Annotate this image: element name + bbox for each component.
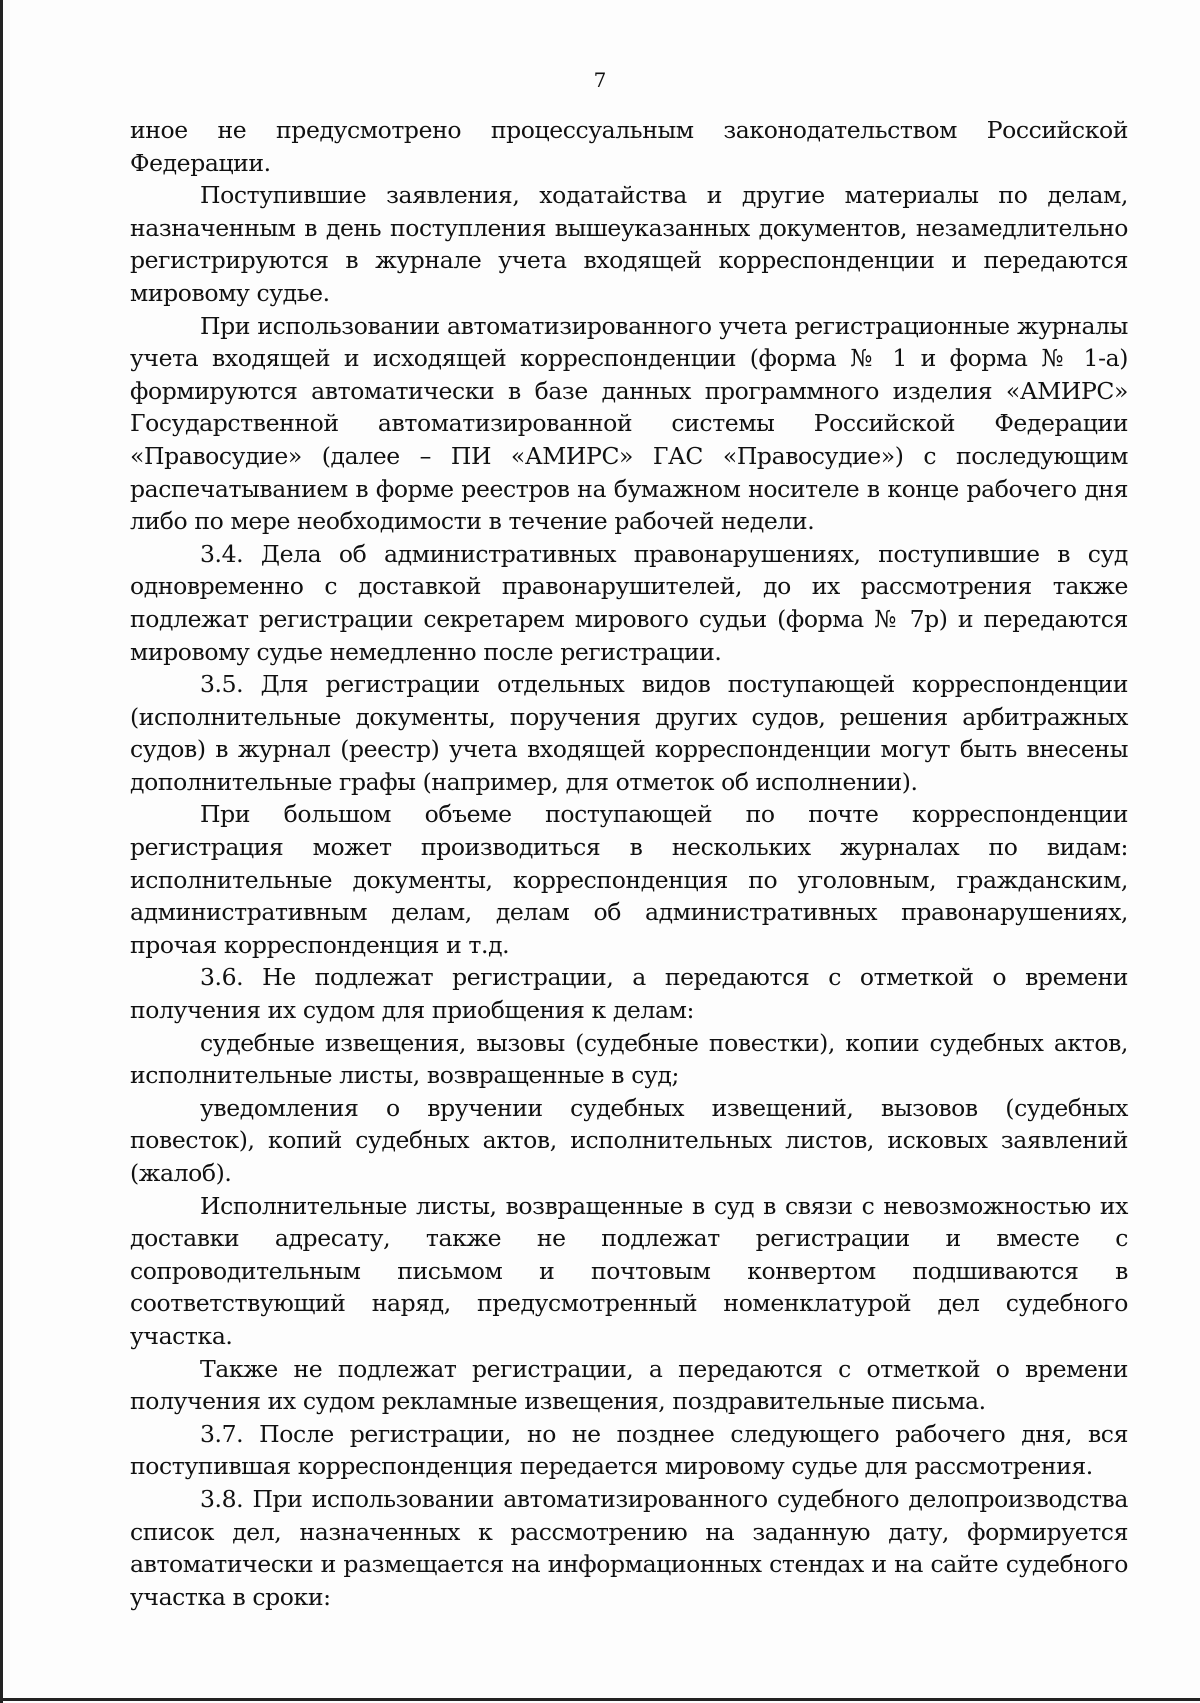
paragraph-list-item: уведомления о вручении судебных извещений, вызовов (судебных повесток), копий судебных актов, исполнительных листов, исковых заявлений (жалоб). (130, 1093, 1128, 1187)
paragraph: Также не подлежат регистрации, а передаются с отметкой о времени получения их судом рекламные извещения, поздравительные письма. (130, 1354, 1128, 1416)
scan-edge-left (0, 0, 3, 1703)
paragraph-continuation: иное не предусмотрено процессуальным законодательством Российской Федерации. (130, 116, 1128, 177)
paragraph-section-3-6: 3.6. Не подлежат регистрации, а передаются с отметкой о времени получения их судом для приобщения к делам: (130, 963, 1128, 1025)
scan-edge-bottom (0, 1698, 1200, 1701)
paragraph-section-3-4: 3.4. Дела об административных правонарушениях, поступившие в суд одновременно с доставкой правонарушителей, до их рассмотрения также подлежат регистрации секретарем мирового судьи (форма № 7р) и передаются мировому судье немедленно после регистрации. (130, 539, 1128, 666)
paragraph-list-item: судебные извещения, вызовы (судебные повестки), копии судебных актов, исполнительные листы, возвращенные в суд; (130, 1028, 1128, 1090)
paragraph: При использовании автоматизированного учета регистрационные журналы учета входящей и исходящей корреспонденции (форма № 1 и форма № 1-а) формируются автоматически в базе данных программного изделия «АМИРС» Государственной автоматизированной системы Российской Федерации «Правосудие» (далее – ПИ «АМИРС» ГАС «Правосудие») с последующим распечатыванием в форме реестров на бумажном носителе в конце рабочего дня либо по мере необходимости в течение рабочей недели. (130, 311, 1128, 536)
paragraph: Поступившие заявления, ходатайства и другие материалы по делам, назначенным в день поступления вышеуказанных документов, незамедлительно регистрируются в журнале учета входящей корреспонденции и передаются мировому судье. (130, 181, 1128, 307)
document-body (130, 114, 1128, 1613)
page-number: 7 (593, 68, 607, 92)
paragraph: Исполнительные листы, возвращенные в суд в связи с невозможностью их доставки адресату, также не подлежат регистрации и вместе с сопроводительным письмом и почтовым конвертом подшиваются в соответствующий наряд, предусмотренный номенклатурой дел судебного участка. (130, 1191, 1128, 1350)
paragraph-section-3-7: 3.7. После регистрации, но не позднее следующего рабочего дня, вся поступившая корреспонденция передается мировому судье для рассмотрения. (130, 1419, 1128, 1481)
paragraph-section-3-8: 3.8. При использовании автоматизированного судебного делопроизводства список дел, назначенных к рассмотрению на заданную дату, формируется автоматически и размещается на информационных стендах и на сайте судебного участка в сроки: (130, 1484, 1128, 1611)
paragraph: При большом объеме поступающей по почте корреспонденции регистрация может производиться в нескольких журналах по видам: исполнительные документы, корреспонденция по уголовным, гражданским, административным делам, делам об административных правонарушениях, прочая корреспонденция и т.д. (130, 800, 1128, 959)
paragraph-section-3-5: 3.5. Для регистрации отдельных видов поступающей корреспонденции (исполнительные документы, поручения других судов, решения арбитражных судов) в журнал (реестр) учета входящей корреспонденции могут быть внесены дополнительные графы (например, для отметок об исполнении). (130, 670, 1128, 796)
